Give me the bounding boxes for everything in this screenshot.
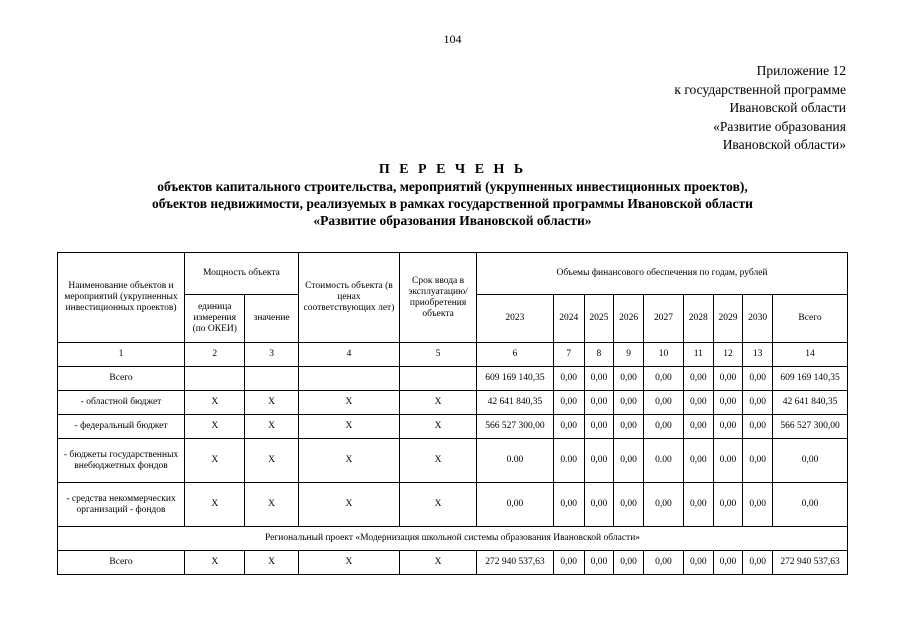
cell-term: X (400, 415, 477, 439)
header-year: 2024 (553, 295, 584, 343)
cell-cost (298, 367, 399, 391)
cell-total: 566 527 300,00 (773, 415, 848, 439)
header-year: 2027 (643, 295, 683, 343)
title-line: «Развитие образования Ивановской области» (313, 213, 592, 228)
cell-y2023: 272 940 537,63 (477, 551, 554, 575)
header-year: 2030 (743, 295, 773, 343)
cell-term: X (400, 551, 477, 575)
header-term: Срок ввода в эксплуатацию/ приобретения объекта (400, 253, 477, 343)
funding-table (57, 252, 848, 575)
cell-y2029: 0,00 (713, 367, 743, 391)
column-number: 5 (400, 343, 477, 367)
cell-value (245, 367, 298, 391)
cell-y2028: 0,00 (683, 551, 713, 575)
row-name: - областной бюджет (58, 391, 185, 415)
cell-y2027: 0,00 (643, 415, 683, 439)
cell-y2026: 0,00 (614, 367, 644, 391)
cell-term (400, 367, 477, 391)
cell-total: 609 169 140,35 (773, 367, 848, 391)
cell-y2026: 0,00 (614, 391, 644, 415)
table-row (58, 483, 848, 527)
cell-term: X (400, 439, 477, 483)
cell-cost: X (298, 483, 399, 527)
cell-y2024: 0,00 (553, 391, 584, 415)
cell-y2030: 0,00 (743, 551, 773, 575)
cell-y2030: 0,00 (743, 483, 773, 527)
page-number: 104 (443, 32, 462, 46)
cell-value: X (245, 391, 298, 415)
cell-y2024: 0,00 (553, 551, 584, 575)
cell-total: 0,00 (773, 439, 848, 483)
cell-y2030: 0,00 (743, 391, 773, 415)
table-row (58, 367, 848, 391)
row-name: - средства некоммерческих организаций - фондов (58, 483, 185, 527)
cell-y2029: 0,00 (713, 551, 743, 575)
cell-y2025: 0,00 (584, 391, 614, 415)
section-title: Региональный проект «Модернизация школьной системы образования Ивановской области» (58, 527, 848, 551)
appendix-note (674, 62, 846, 155)
column-number: 2 (185, 343, 245, 367)
cell-y2023: 0,00 (477, 483, 554, 527)
cell-y2030: 0,00 (743, 367, 773, 391)
cell-y2024: 0,00 (553, 367, 584, 391)
cell-y2023: 0.00 (477, 439, 554, 483)
row-name: Всего (58, 367, 185, 391)
column-number: 3 (245, 343, 298, 367)
header-year: 2025 (584, 295, 614, 343)
header-cost: Стоимость объекта (в ценах соответствующих лет) (298, 253, 399, 343)
cell-y2029: 0,00 (713, 483, 743, 527)
column-number: 1 (58, 343, 185, 367)
title-line: объектов капитального строительства, мероприятий (укрупненных инвестиционных проектов), (157, 179, 748, 194)
cell-total: 42 641 840,35 (773, 391, 848, 415)
cell-y2023: 42 641 840,35 (477, 391, 554, 415)
cell-y2026: 0,00 (614, 439, 644, 483)
column-number: 13 (743, 343, 773, 367)
appendix-line: к государственной программе (674, 81, 846, 97)
appendix-line: Ивановской области» (722, 137, 846, 152)
cell-y2025: 0,00 (584, 483, 614, 527)
cell-y2025: 0,00 (584, 367, 614, 391)
header-year: 2026 (614, 295, 644, 343)
cell-y2027: 0,00 (643, 551, 683, 575)
cell-unit: X (185, 439, 245, 483)
column-number: 9 (614, 343, 644, 367)
cell-y2023: 609 169 140,35 (477, 367, 554, 391)
column-number: 8 (584, 343, 614, 367)
cell-y2029: 0,00 (713, 415, 743, 439)
cell-y2025: 0,00 (584, 551, 614, 575)
cell-y2027: 0,00 (643, 391, 683, 415)
cell-y2024: 0,00 (553, 415, 584, 439)
cell-unit: X (185, 391, 245, 415)
header-year: Всего (773, 295, 848, 343)
cell-value: X (245, 551, 298, 575)
cell-y2026: 0,00 (614, 483, 644, 527)
cell-value: X (245, 415, 298, 439)
cell-y2028: 0,00 (683, 483, 713, 527)
cell-y2028: 0,00 (683, 439, 713, 483)
table-row (58, 551, 848, 575)
row-name: - бюджеты государственных внебюджетных фондов (58, 439, 185, 483)
cell-y2027: 0,00 (643, 367, 683, 391)
header-funding: Объемы финансового обеспечения по годам, рублей (477, 253, 848, 295)
cell-y2027: 0,00 (643, 483, 683, 527)
row-name: Всего (58, 551, 185, 575)
appendix-line: Ивановской области (729, 100, 846, 115)
title-main: П Е Р Е Ч Е Н Ь (378, 162, 527, 177)
cell-total: 0,00 (773, 483, 848, 527)
header-name: Наименование объектов и мероприятий (укрупненных инвестиционных проектов) (58, 253, 185, 343)
cell-y2028: 0,00 (683, 415, 713, 439)
cell-unit (185, 367, 245, 391)
cell-y2030: 0,00 (743, 439, 773, 483)
cell-cost: X (298, 391, 399, 415)
column-number-row (58, 343, 848, 367)
column-number: 6 (477, 343, 554, 367)
column-number: 11 (683, 343, 713, 367)
cell-y2025: 0,00 (584, 439, 614, 483)
table-row (58, 439, 848, 483)
document-title (0, 162, 905, 229)
table-row (58, 391, 848, 415)
column-number: 10 (643, 343, 683, 367)
cell-y2027: 0.00 (643, 439, 683, 483)
cell-cost: X (298, 551, 399, 575)
header-year: 2028 (683, 295, 713, 343)
column-number: 14 (773, 343, 848, 367)
cell-y2028: 0,00 (683, 367, 713, 391)
cell-term: X (400, 391, 477, 415)
header-year: 2023 (477, 295, 554, 343)
cell-y2029: 0.00 (713, 439, 743, 483)
cell-value: X (245, 483, 298, 527)
table-row (58, 415, 848, 439)
cell-y2024: 0,00 (553, 483, 584, 527)
cell-cost: X (298, 415, 399, 439)
header-unit: единица измерения (по ОКЕИ) (185, 295, 245, 343)
appendix-line: «Развитие образования (713, 118, 846, 134)
cell-y2026: 0,00 (614, 415, 644, 439)
cell-total: 272 940 537,63 (773, 551, 848, 575)
cell-unit: X (185, 415, 245, 439)
cell-y2030: 0,00 (743, 415, 773, 439)
cell-value: X (245, 439, 298, 483)
header-capacity: Мощность объекта (185, 253, 299, 295)
cell-unit: X (185, 551, 245, 575)
title-line: объектов недвижимости, реализуемых в рамках государственной программы Ивановской области (152, 196, 753, 211)
header-year: 2029 (713, 295, 743, 343)
cell-y2025: 0,00 (584, 415, 614, 439)
cell-y2026: 0,00 (614, 551, 644, 575)
cell-cost: X (298, 439, 399, 483)
column-number: 4 (298, 343, 399, 367)
appendix-line: Приложение 12 (756, 63, 846, 78)
cell-y2028: 0,00 (683, 391, 713, 415)
cell-y2023: 566 527 300,00 (477, 415, 554, 439)
column-number: 7 (553, 343, 584, 367)
cell-term: X (400, 483, 477, 527)
cell-unit: X (185, 483, 245, 527)
row-name: - федеральный бюджет (58, 415, 185, 439)
header-value: значение (245, 295, 298, 343)
cell-y2024: 0.00 (553, 439, 584, 483)
column-number: 12 (713, 343, 743, 367)
cell-y2029: 0,00 (713, 391, 743, 415)
